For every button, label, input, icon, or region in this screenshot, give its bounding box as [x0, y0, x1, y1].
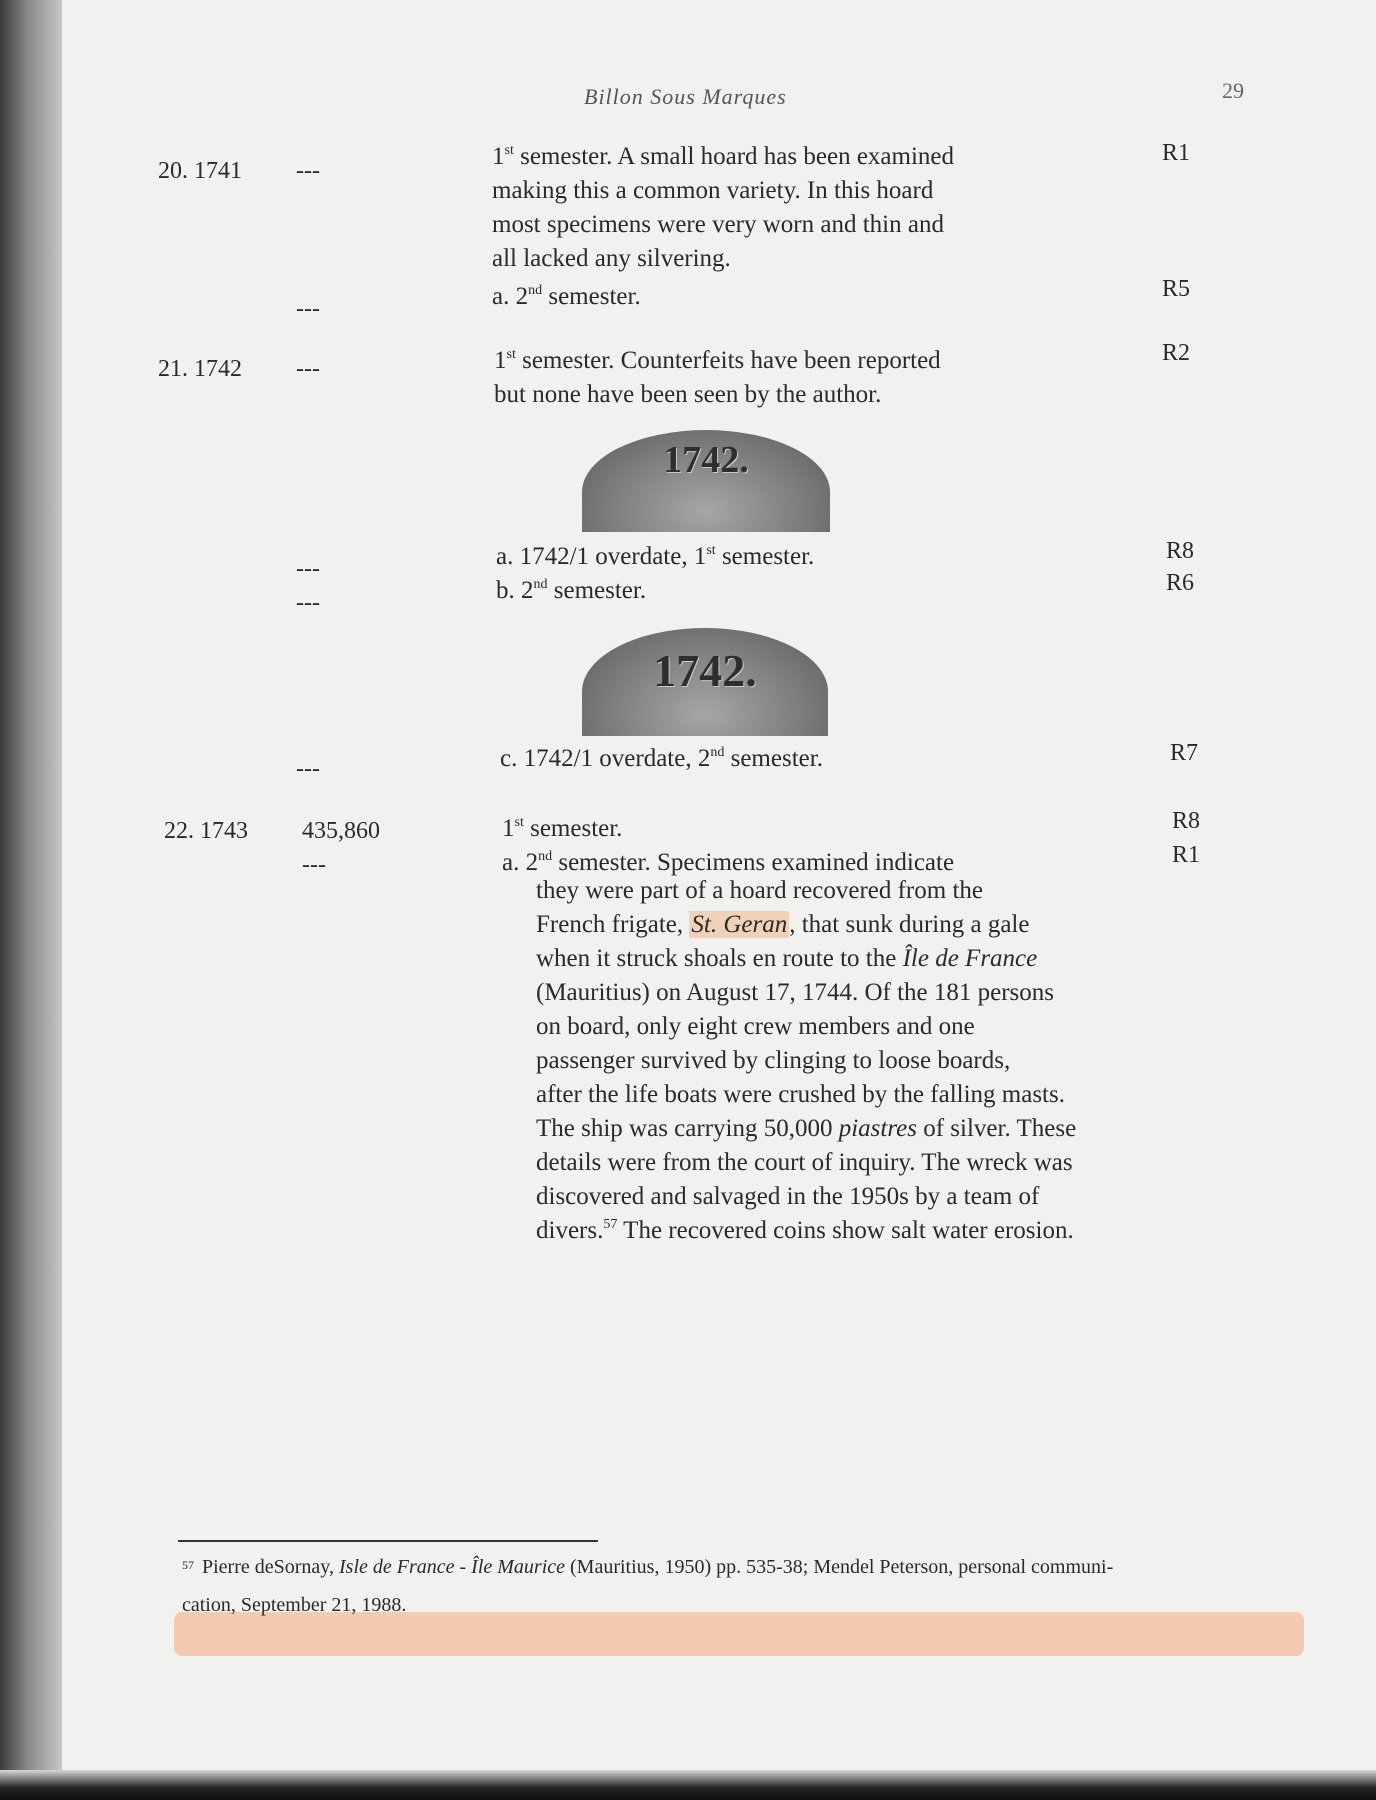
entry-20-mintage: --- [296, 158, 320, 184]
entry-21b-rarity: R6 [1166, 570, 1195, 596]
footnote-rule [178, 1540, 598, 1542]
footnote-line-1: Pierre deSornay, Isle de France - Île Maurice (Mauritius, 1950) pp. 535-38; Mendel Peterson, personal communi- [202, 1556, 1114, 1578]
entry-20-line-1: 1st semester. A small hoard has been examined [492, 143, 955, 170]
coin-legend: 1742. [663, 439, 749, 481]
entry-20-rarity: R1 [1162, 140, 1191, 166]
footnote-marker: 57 [182, 1558, 194, 1572]
entry-22a-rarity: R1 [1172, 842, 1201, 868]
footnote-line-2: cation, September 21, 1988. [182, 1594, 407, 1616]
entry-22-body-6: passenger survived by clinging to loose boards, [536, 1047, 1011, 1074]
document-page [62, 0, 1376, 1770]
entry-21c-rarity: R7 [1170, 740, 1199, 766]
coin-image-1742-second [582, 628, 828, 736]
entry-22-body-7: after the life boats were crushed by the falling masts. [536, 1081, 1065, 1108]
entry-21-rarity: R2 [1162, 340, 1191, 366]
entry-22-body-4: (Mauritius) on August 17, 1744. Of the 181 persons [536, 979, 1055, 1006]
entry-22-body-1: they were part of a hoard recovered from the [536, 877, 983, 904]
entry-21c-mintage: --- [296, 756, 320, 782]
entry-21a-line: a. 1742/1 overdate, 1st semester. [496, 543, 815, 570]
entry-22-rarity: R8 [1172, 808, 1201, 834]
entry-21-mintage: --- [296, 356, 320, 382]
entry-22-body-9: details were from the court of inquiry. The wreck was [536, 1149, 1073, 1176]
entry-21-line-2: but none have been seen by the author. [494, 381, 882, 408]
entry-22-line-1: 1st semester. [502, 815, 623, 842]
running-header: Billon Sous Marques [584, 84, 787, 109]
entry-22-mintage: 435,860 [302, 818, 380, 844]
coin-legend: 1742. [653, 645, 757, 696]
entry-22-body-10: discovered and salvaged in the 1950s by a team of [536, 1183, 1040, 1210]
entry-21a-rarity: R8 [1166, 538, 1195, 564]
entry-22-body-11: divers.$^{57}$ The recovered coins show salt water erosion. [536, 1217, 1074, 1244]
entry-21-line-1: 1st semester. Counterfeits have been reported [494, 347, 941, 374]
entry-20a-mintage: --- [296, 296, 320, 322]
entry-22-body-3: when it struck shoals en route to the Île de France [536, 945, 1038, 972]
entry-21-number: 21. 1742 [158, 356, 242, 382]
entry-22-body-2: French frigate, St. Geran, that sunk during a gale [536, 911, 1030, 938]
page-number: 29 [1222, 78, 1244, 103]
coin-image-1742-overdate [582, 430, 830, 532]
entry-20-line-3: most specimens were very worn and thin and [492, 211, 944, 238]
ship-name-highlight: St. Geran [691, 911, 788, 938]
entry-22-number: 22. 1743 [164, 818, 248, 844]
entry-22a-mintage: --- [302, 852, 326, 878]
entry-22-body-8: The ship was carrying 50,000 piastres of silver. These [536, 1115, 1077, 1142]
entry-20a-rarity: R5 [1162, 276, 1191, 302]
entry-21b-line: b. 2nd semester. [496, 577, 647, 604]
entry-20-line-2: making this a common variety. In this hoard [492, 177, 934, 204]
entry-20a-line: a. 2nd semester. [492, 283, 641, 310]
scan-bottom-edge [0, 1770, 1376, 1800]
entry-21c-line: c. 1742/1 overdate, 2nd semester. [500, 745, 823, 772]
entry-22a-line: a. 2nd semester. Specimens examined indicate [502, 849, 955, 876]
entry-20-number: 20. 1741 [158, 158, 242, 184]
footnote-reference: 57 [603, 1217, 618, 1232]
entry-20-line-4: all lacked any silvering. [492, 245, 731, 272]
entry-21a-mintage: --- [296, 556, 320, 582]
entry-21b-mintage: --- [296, 590, 320, 616]
entry-22-body-5: on board, only eight crew members and one [536, 1013, 975, 1040]
